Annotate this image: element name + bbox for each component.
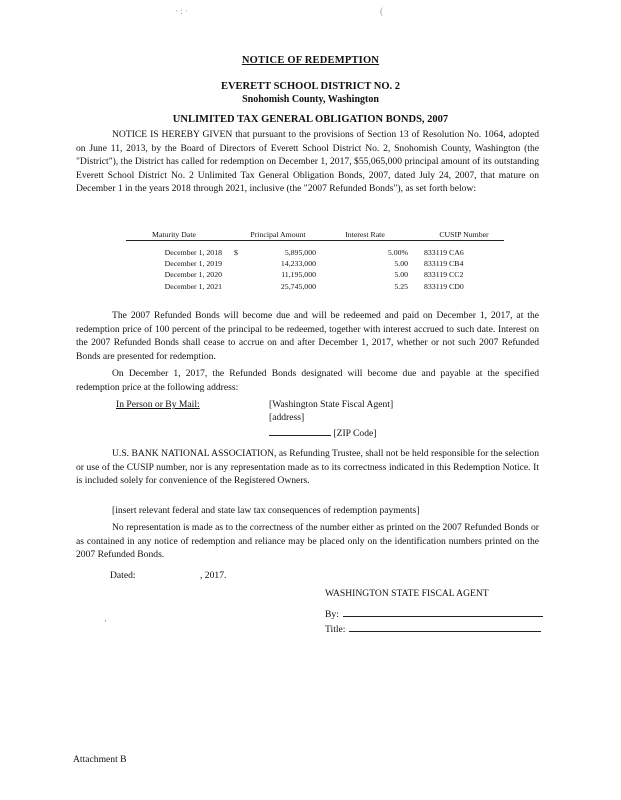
redemption-paragraph: The 2007 Refunded Bonds will become due and will be redeemed and paid on December 1, 2017, at the redemption price of 100 percent of the principal to be redeemed, together with interest accrued to such date. Interest on the 2007 Refunded Bonds shall cease to accrue on and after December 1, 2017, whether or not such 2007 Refunded Bonds are presented for redemption. [76,310,539,362]
maturity-date: December 1, 2021 [164,281,222,291]
by-label: By: [325,609,339,620]
refunded-bonds-table [126,230,504,292]
table-row [126,269,504,280]
principal-amount: 25,745,000 [280,281,316,291]
table-row [126,247,504,258]
tax-consequences-note: [insert relevant federal and state law tax consequences of redemption payments] [112,505,420,516]
county-name: Snohomish County, Washington [242,94,379,105]
cusip-number: 833119 CB4 [424,258,464,268]
principal-amount: 14,233,000 [280,258,316,268]
signature-title-line [325,621,541,635]
representation-paragraph: No representation is made as to the correctness of the number either as printed on the 2007 Refunded Bonds or as contained in any notice of redemption and reliance may be placed only on the identification numbers printed on the 2007 Refunded Bonds. [76,522,539,561]
col-cusip-number: CUSIP Number [424,230,504,241]
maturity-date: December 1, 2019 [164,258,222,268]
interest-rate: 5.25 [394,281,408,291]
notice-paragraph: NOTICE IS HEREBY GIVEN that pursuant to the provisions of Section 13 of Resolution No. 1064, adopted on June 11, 2013, by the Board of Directors of Everett School District No. 2, Snohomish County, Washington (the "District"), the District has called for redemption on December 1, 2017, $55,065,000 principal amount of its outstanding Everett School District No. 2 Unlimited Tax General Obligation Bonds, 2007, dated July 24, 2007, that mature on December 1 in the years 2018 through 2021, inclusive (the "2007 Refunded Bonds"), as set forth below: [76,129,539,195]
scan-speck: · [104,616,107,626]
fiscal-agent-placeholder: [Washington State Fiscal Agent] [269,399,394,410]
dated-year: , 2017. [200,570,227,581]
bonds-title: UNLIMITED TAX GENERAL OBLIGATION BONDS, 2007 [172,114,449,125]
interest-rate: 5.00 [394,258,408,268]
table-header-row [126,230,504,241]
col-principal-amount: Principal Amount [234,230,322,241]
signature-agent-name: WASHINGTON STATE FISCAL AGENT [325,588,489,599]
address-placeholder: [address] [269,412,305,423]
table-row [126,258,504,269]
blank-line [269,425,331,436]
cusip-number: 833119 CD0 [424,281,464,291]
by-blank [343,606,543,617]
attachment-footer: Attachment B [73,754,127,765]
interest-rate: 5.00% [387,247,408,257]
zip-line [269,425,376,441]
interest-rate: 5.00 [394,270,408,280]
scan-speck: · : · [175,6,188,16]
col-interest-rate: Interest Rate [322,230,424,241]
delivery-method-label: In Person or By Mail: [116,399,200,410]
district-name: EVERETT SCHOOL DISTRICT NO. 2 [220,81,401,92]
payable-paragraph: On December 1, 2017, the Refunded Bonds designated will become due and payable at the specified redemption price at the following address: [76,368,539,393]
zip-placeholder: [ZIP Code] [333,428,377,439]
dollar-sign: $ [234,247,238,257]
principal-amount-cell [234,281,322,292]
principal-amount: 5,895,000 [284,247,316,257]
trustee-paragraph: U.S. BANK NATIONAL ASSOCIATION, as Refunding Trustee, shall not be held responsible for the selection or use of the CUSIP number, nor is any representation made as to its correctness indicated in this Redemption Notice. It is included solely for convenience of the Registered Owners. [76,448,539,487]
cusip-number: 833119 CC2 [424,270,464,280]
principal-amount-cell [234,269,322,280]
maturity-date: December 1, 2020 [164,270,222,280]
notice-title: NOTICE OF REDEMPTION [241,55,380,66]
principal-amount-cell [234,247,322,258]
maturity-date: December 1, 2018 [164,247,222,257]
title-label: Title: [325,624,346,635]
title-blank [349,621,541,632]
signature-by-line [325,606,543,620]
scan-speck: ( [380,6,383,16]
principal-amount-cell [234,258,322,269]
col-maturity-date: Maturity Date [126,230,234,241]
principal-amount: 11,195,000 [281,270,316,280]
cusip-number: 833119 CA6 [424,247,464,257]
dated-label: Dated: [110,570,136,581]
table-row [126,281,504,292]
